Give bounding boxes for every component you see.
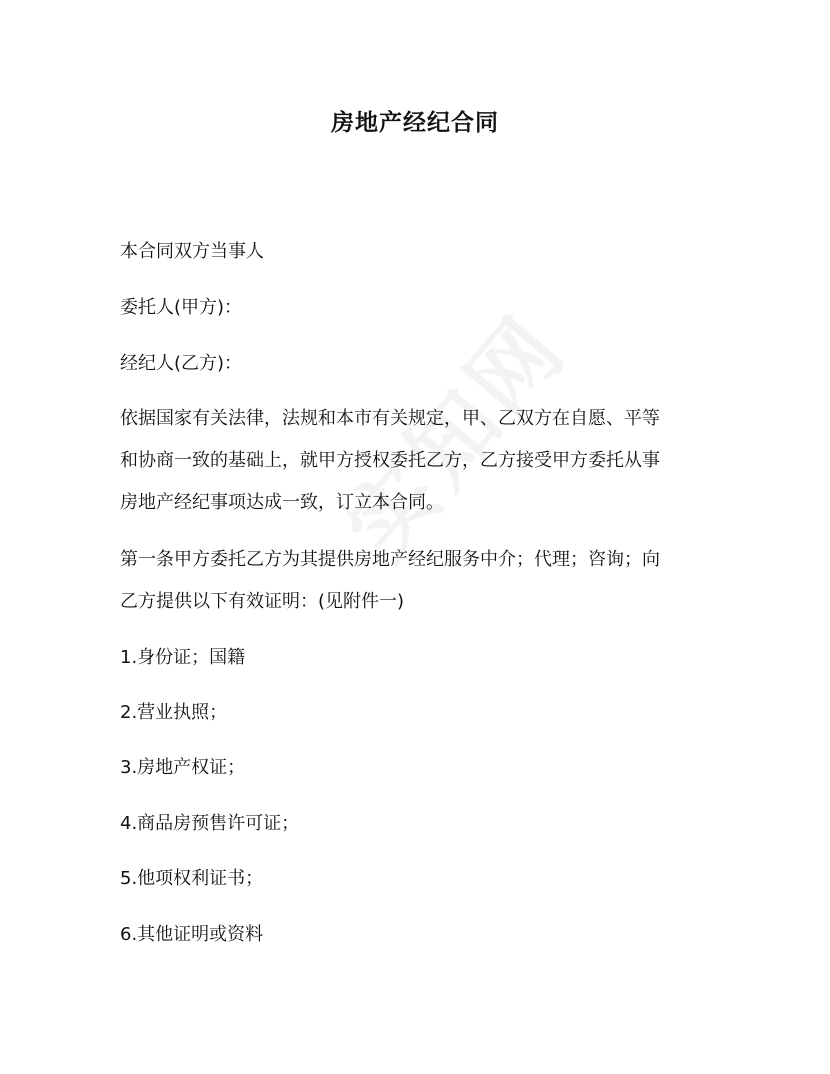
preamble-line: 和协商一致的基础上，就甲方授权委托乙方，乙方接受甲方委托从事 xyxy=(120,450,660,471)
party-b-label: 经纪人(乙方)： xyxy=(120,353,243,374)
parties-heading: 本合同双方当事人 xyxy=(120,241,264,262)
list-item: 4.商品房预售许可证； xyxy=(120,813,300,834)
list-item: 2.营业执照； xyxy=(120,702,228,723)
list-item: 5.他项权利证书； xyxy=(120,868,264,889)
preamble-line: 房地产经纪事项达成一致，订立本合同。 xyxy=(120,492,444,513)
party-a-label: 委托人(甲方)： xyxy=(120,297,243,318)
preamble-paragraph xyxy=(120,405,720,531)
list-item: 1.身份证；国籍 xyxy=(120,647,246,668)
preamble-line: 依据国家有关法律，法规和本市有关规定，甲、乙双方在自愿、平等 xyxy=(120,408,660,429)
document-title: 房地产经纪合同 xyxy=(331,110,499,136)
article-one-line: 乙方提供以下有效证明：(见附件一) xyxy=(120,591,405,612)
article-one-line: 第一条甲方委托乙方为其提供房地产经纪服务中介；代理；咨询；向 xyxy=(120,549,660,570)
article-one-paragraph xyxy=(120,546,720,630)
list-item: 3.房地产权证； xyxy=(120,757,246,778)
list-item: 6.其他证明或资料 xyxy=(120,924,264,945)
